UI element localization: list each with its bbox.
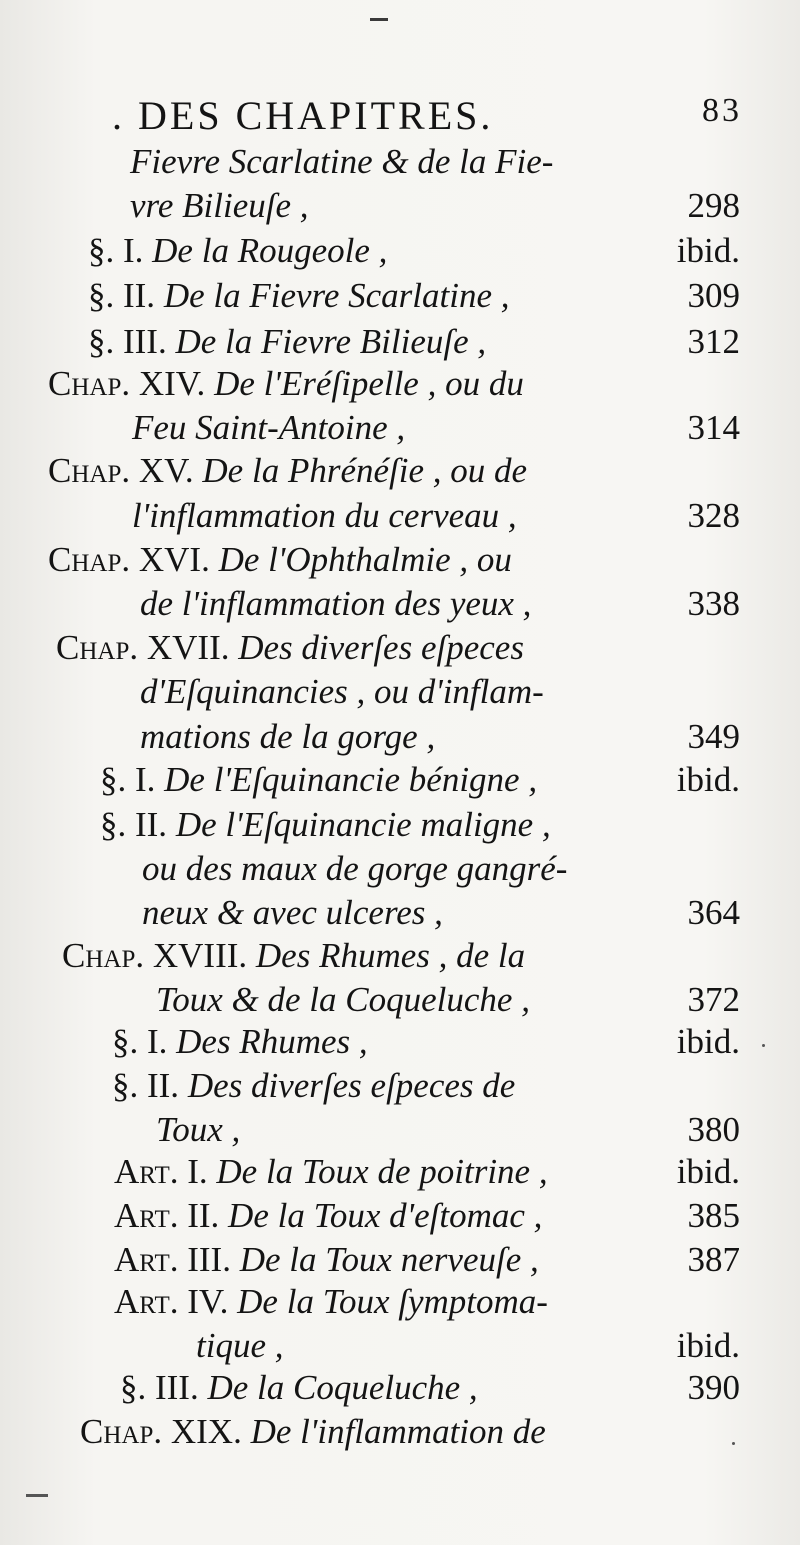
- ink-speck: [732, 1442, 735, 1445]
- entry-text: De la Toux nerveuſe ,: [239, 1240, 539, 1279]
- page-header: [112, 92, 742, 142]
- entry-page: 380: [687, 1110, 740, 1149]
- toc-line: [140, 582, 531, 626]
- entry-number: XIV.: [138, 364, 206, 403]
- entry-text: Feu Saint-Antoine ,: [132, 408, 406, 447]
- entry-label: Chap.: [56, 628, 139, 667]
- toc-line: [88, 229, 387, 273]
- entry-label: Art.: [114, 1152, 179, 1191]
- entry-label: Chap.: [48, 364, 131, 403]
- top-mark: [370, 18, 388, 21]
- entry-number: I.: [187, 1152, 208, 1191]
- toc-line: [142, 891, 443, 935]
- entry-text: De l'Eréſipelle , ou du: [214, 364, 524, 403]
- entry-text: De la Coqueluche ,: [207, 1368, 478, 1407]
- entry-page: ibid.: [676, 1152, 740, 1191]
- entry-text: Toux ,: [156, 1110, 241, 1149]
- ink-speck: [762, 1044, 765, 1047]
- entry-text: Fievre Scarlatine & de la Fie-: [130, 142, 554, 181]
- entry-text: mations de la gorge ,: [140, 717, 436, 756]
- toc-line: [140, 670, 544, 714]
- entry-text: De la Phrénéſie , ou de: [202, 451, 528, 490]
- entry-number: XVI.: [138, 540, 210, 579]
- entry-text: De l'Eſquinancie maligne ,: [175, 805, 551, 844]
- entry-number: III.: [155, 1368, 199, 1407]
- entry-number: XV.: [138, 451, 194, 490]
- entry-number: IV.: [187, 1282, 229, 1321]
- entry-text: Toux & de la Coqueluche ,: [156, 980, 530, 1019]
- entry-label: Chap.: [62, 936, 145, 975]
- entry-text: Des Rhumes ,: [176, 1022, 368, 1061]
- entry-text: l'inflammation du cerveau ,: [132, 496, 517, 535]
- toc-line: [114, 1238, 539, 1282]
- entry-text: De l'inflammation de: [250, 1412, 546, 1451]
- entry-page: ibid.: [676, 760, 740, 799]
- toc-line: [114, 1280, 548, 1324]
- entry-number: III.: [123, 322, 167, 361]
- toc-line: [48, 362, 524, 406]
- running-title: . DES CHAPITRES.: [112, 93, 494, 138]
- entry-page: 338: [687, 584, 740, 623]
- entry-label: Art.: [114, 1282, 179, 1321]
- toc-line: [56, 626, 524, 670]
- entry-label: §.: [112, 1022, 139, 1061]
- entry-page: 298: [687, 186, 740, 225]
- entry-text: tique ,: [196, 1326, 284, 1365]
- entry-text: d'Eſquinancies , ou d'inflam-: [140, 672, 544, 711]
- toc-line: [88, 320, 486, 364]
- toc-line: [112, 1064, 515, 1108]
- entry-label: §.: [88, 276, 115, 315]
- toc-line: [88, 274, 510, 318]
- entry-text: vre Bilieuſe ,: [130, 186, 309, 225]
- entry-text: neux & avec ulceres ,: [142, 893, 443, 932]
- toc-line: [120, 1366, 478, 1410]
- entry-page: 314: [687, 408, 740, 447]
- toc-line: [130, 184, 309, 228]
- entry-text: De la Toux ſymptoma-: [237, 1282, 548, 1321]
- toc-line: [132, 494, 517, 538]
- entry-label: Art.: [114, 1240, 179, 1279]
- toc-line: [114, 1150, 548, 1194]
- entry-text: De l'Ophthalmie , ou: [218, 540, 512, 579]
- entry-number: I.: [147, 1022, 168, 1061]
- entry-number: II.: [123, 276, 156, 315]
- entry-number: II.: [187, 1196, 220, 1235]
- entry-label: §.: [88, 322, 115, 361]
- toc-line: [114, 1194, 542, 1238]
- entry-text: De l'Eſquinancie bénigne ,: [164, 760, 538, 799]
- entry-page: ibid.: [676, 1326, 740, 1365]
- entry-page: 349: [687, 717, 740, 756]
- entry-number: XIX.: [170, 1412, 242, 1451]
- entry-label: §.: [120, 1368, 147, 1407]
- entry-page: 390: [687, 1368, 740, 1407]
- entry-label: Chap.: [80, 1412, 163, 1451]
- entry-page: 328: [687, 496, 740, 535]
- entry-label: Art.: [114, 1196, 179, 1235]
- entry-text: Des Rhumes , de la: [255, 936, 526, 975]
- entry-label: §.: [100, 805, 127, 844]
- entry-label: §.: [88, 231, 115, 270]
- toc-line: [48, 449, 527, 493]
- entry-text: ou des maux de gorge gangré-: [142, 849, 568, 888]
- entry-page: 385: [687, 1196, 740, 1235]
- entry-text: Des diverſes eſpeces: [238, 628, 524, 667]
- entry-text: De la Toux de poitrine ,: [216, 1152, 548, 1191]
- entry-number: II.: [135, 805, 168, 844]
- page-number: 83: [702, 92, 742, 129]
- toc-line: [62, 934, 525, 978]
- entry-number: III.: [187, 1240, 231, 1279]
- entry-text: De la Rougeole ,: [152, 231, 388, 270]
- bottom-mark: [26, 1494, 48, 1497]
- entry-text: de l'inflammation des yeux ,: [140, 584, 532, 623]
- entry-text: De la Fievre Scarlatine ,: [163, 276, 510, 315]
- toc-line: [100, 803, 551, 847]
- toc-line: [142, 847, 567, 891]
- entry-label: Chap.: [48, 451, 131, 490]
- entry-text: Des diverſes eſpeces de: [187, 1066, 516, 1105]
- entry-label: §.: [100, 760, 127, 799]
- entry-page: ibid.: [676, 231, 740, 270]
- entry-page: 372: [687, 980, 740, 1019]
- entry-number: XVII.: [146, 628, 230, 667]
- entry-number: I.: [135, 760, 156, 799]
- entry-number: XVIII.: [152, 936, 248, 975]
- toc-line: [140, 715, 435, 759]
- entry-number: II.: [147, 1066, 180, 1105]
- entry-text: De la Toux d'eſtomac ,: [228, 1196, 543, 1235]
- entry-page: ibid.: [676, 1022, 740, 1061]
- toc-line: [132, 406, 405, 450]
- entry-text: De la Fievre Bilieuſe ,: [175, 322, 487, 361]
- entry-page: 309: [687, 276, 740, 315]
- toc-line: [48, 538, 512, 582]
- entry-page: 312: [687, 322, 740, 361]
- toc-line: [156, 978, 530, 1022]
- entry-page: 387: [687, 1240, 740, 1279]
- entry-page: 364: [687, 893, 740, 932]
- toc-line: [112, 1020, 368, 1064]
- toc-line: [156, 1108, 240, 1152]
- toc-line: [80, 1410, 546, 1454]
- entry-label: §.: [112, 1066, 139, 1105]
- toc-line: [100, 758, 537, 802]
- entry-number: I.: [123, 231, 144, 270]
- entry-label: Chap.: [48, 540, 131, 579]
- toc-line: [196, 1324, 283, 1368]
- toc-line: [130, 140, 553, 184]
